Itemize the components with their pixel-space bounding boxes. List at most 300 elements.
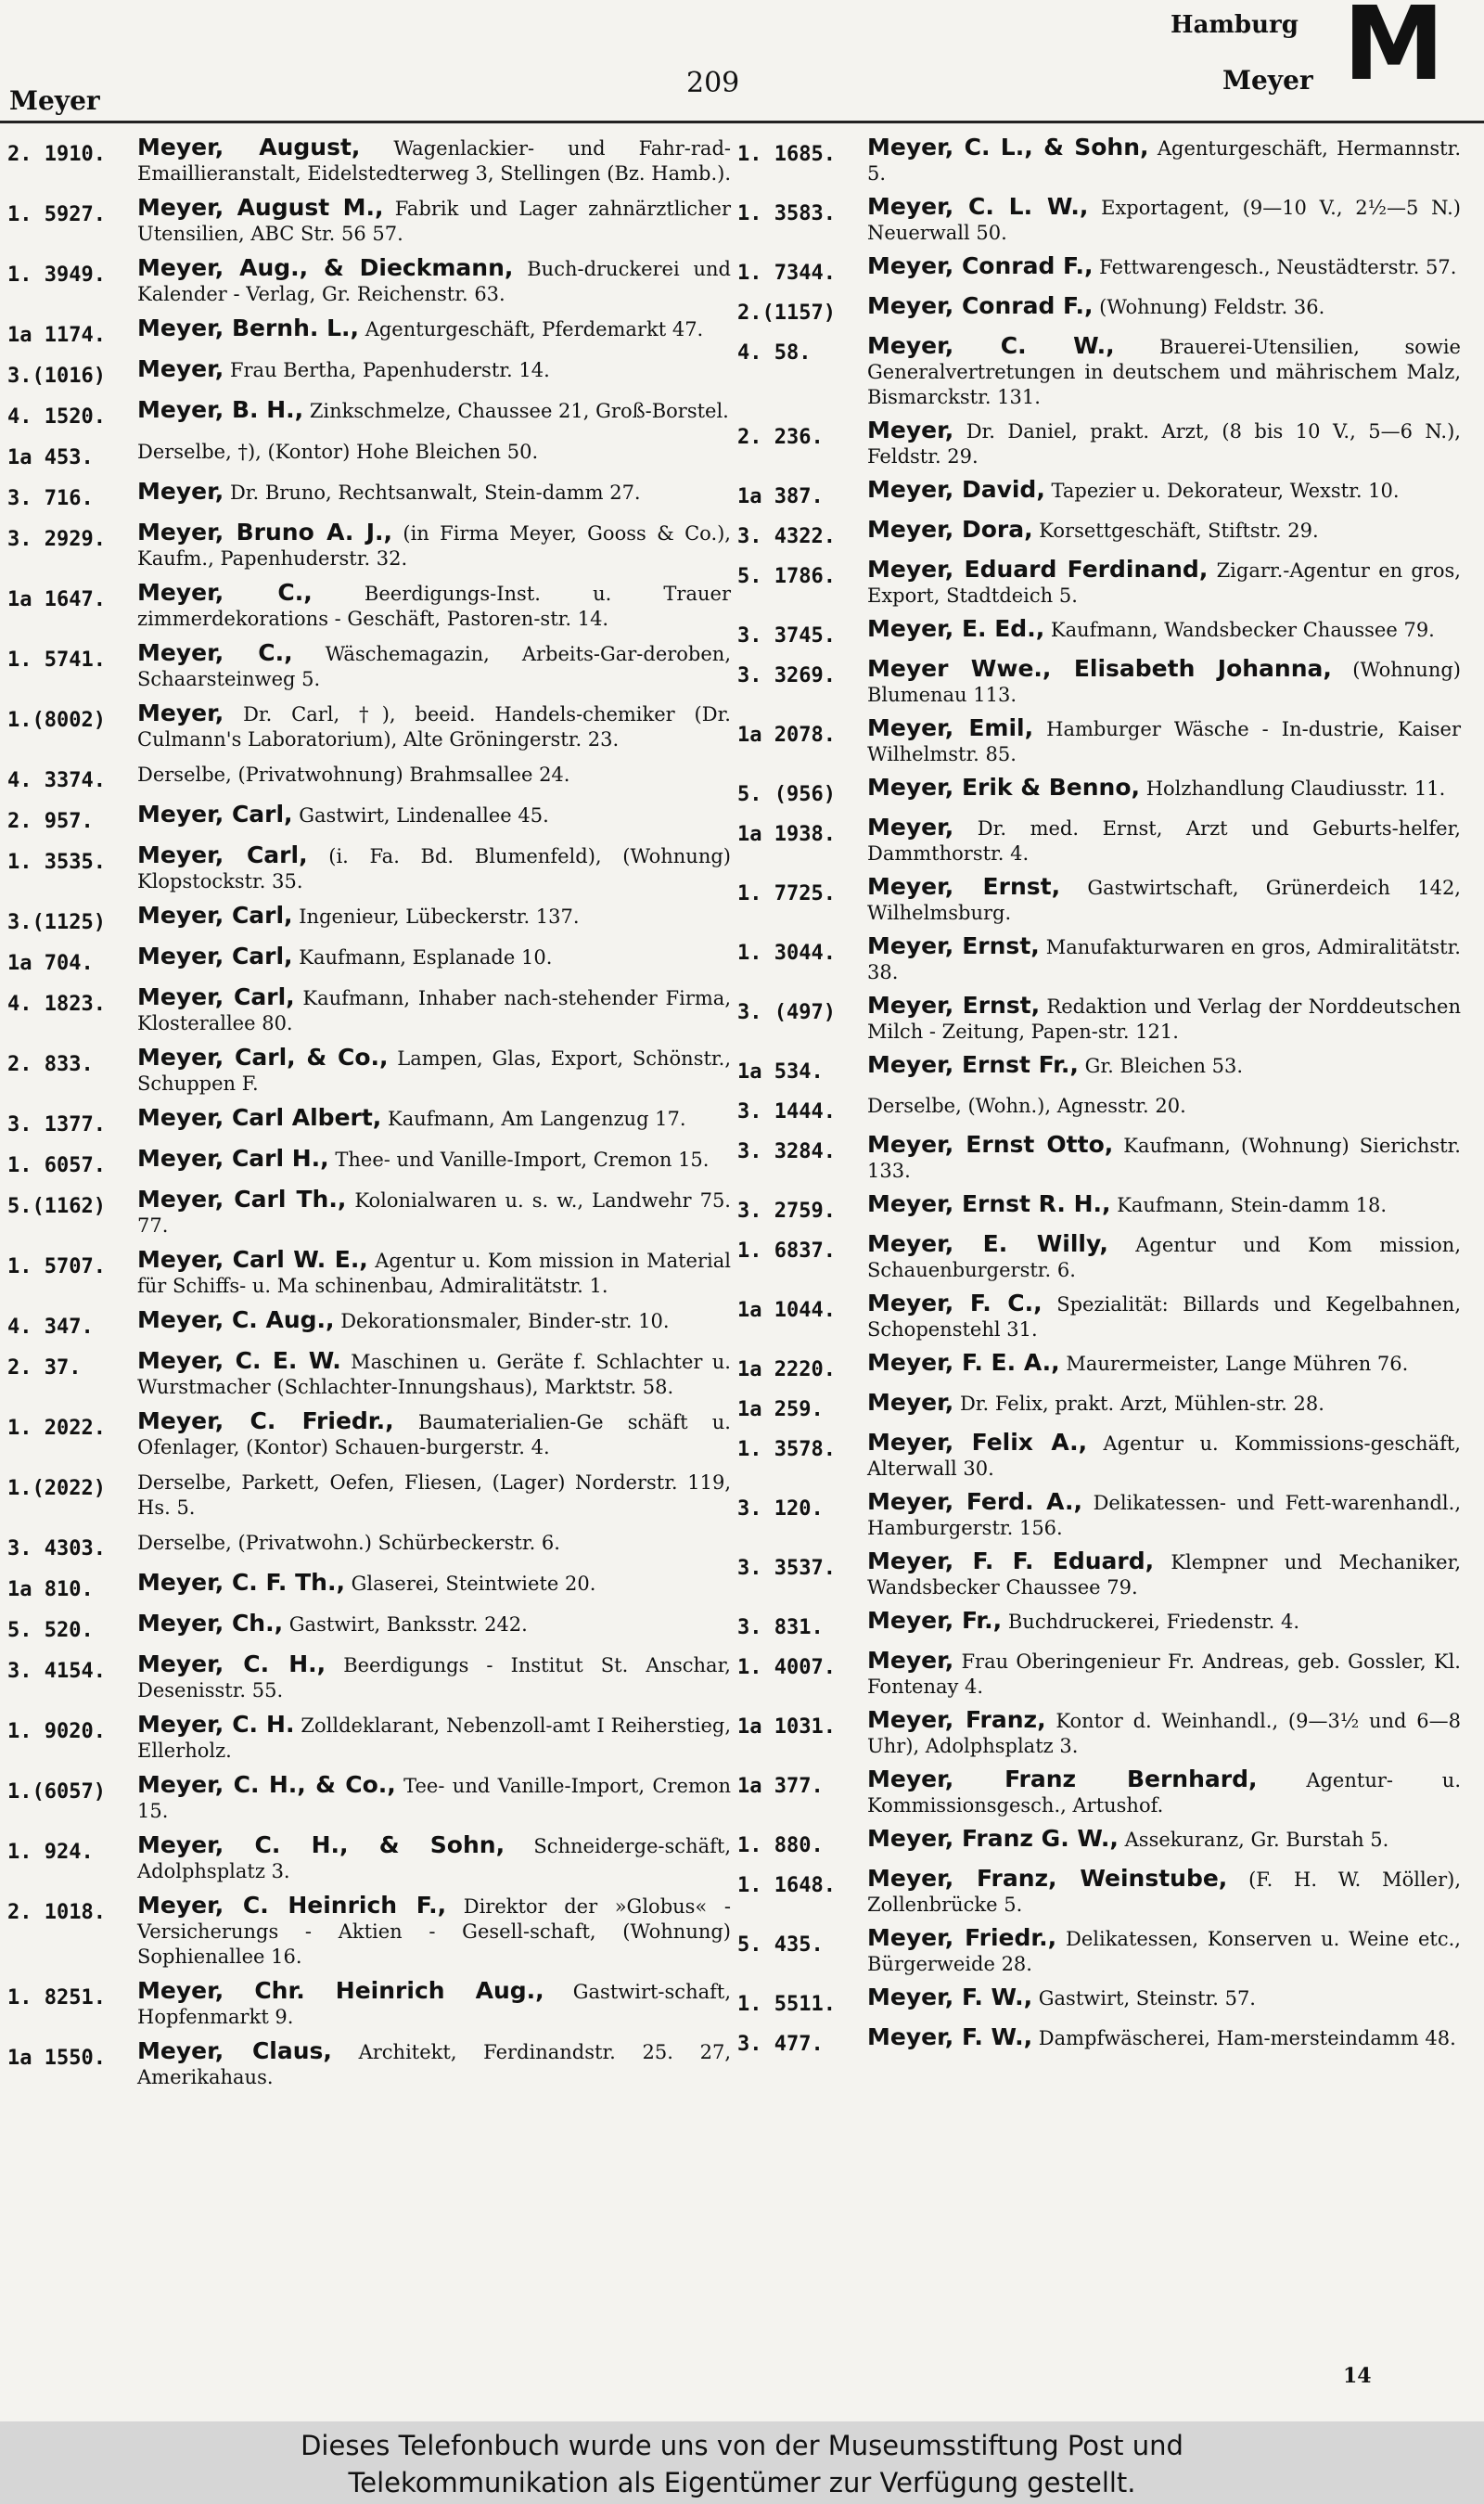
directory-entry	[737, 1826, 1461, 1858]
entry-text	[137, 1978, 731, 2030]
entry-details: Kaufmann, Esplanade 10.	[299, 946, 553, 969]
directory-entry	[7, 903, 731, 935]
entry-details: Architekt, Ferdinandstr. 25. 27, Amerikahaus.	[137, 2041, 731, 2088]
entry-phone-number: 1a 259.	[737, 1398, 824, 1421]
entry-text	[867, 1984, 1461, 2011]
entry-phone-number: 3. 716.	[7, 487, 94, 510]
entry-phone-number: 1. 3583.	[737, 202, 836, 225]
entry-details: Gastwirt, Banksstr. 242.	[288, 1613, 528, 1636]
entry-name: Meyer, C. W.,	[867, 332, 1115, 359]
directory-entry	[7, 315, 731, 348]
entry-text	[137, 135, 731, 186]
entry-name: Meyer, C.,	[137, 579, 313, 606]
entry-name: Meyer, C. L., & Sohn,	[867, 134, 1149, 161]
entry-details: Korsettgeschäft, Stiftstr. 29.	[1039, 520, 1319, 542]
entry-phone-number: 3. 2759.	[737, 1200, 836, 1223]
entry-phone-number: 1. 5741.	[7, 648, 106, 672]
directory-entry	[737, 517, 1461, 549]
entry-details: Agentur- u. Kommissionsgesch., Artushof.	[867, 1769, 1461, 1817]
entry-details: Agentur u. Kommissions-geschäft, Alterwall 30.	[867, 1432, 1461, 1480]
entry-phone-number: 3. 1444.	[737, 1100, 836, 1124]
entry-phone-number: 1a 387.	[737, 485, 824, 508]
entry-details: Fettwarengesch., Neustädterstr. 57.	[1099, 256, 1457, 278]
entry-details: Buch-druckerei und Kalender - Verlag, Gr. Reichenstr. 63.	[137, 258, 731, 305]
entry-text	[137, 1045, 731, 1097]
entry-details: Brauerei-Utensilien, sowie Generalvertretungen in deutschem und mährischem Malz, Bismarckstr. 131.	[867, 336, 1461, 408]
entry-details: Kaufmann, Stein-damm 18.	[1117, 1194, 1387, 1216]
entry-phone-number: 3. 2929.	[7, 528, 106, 551]
entry-details: Thee- und Vanille-Import, Cremon 15.	[335, 1149, 710, 1171]
left-column	[7, 135, 731, 2099]
entry-phone-number: 3. (497)	[737, 1001, 836, 1024]
entry-phone-number: 1a 1550.	[7, 2047, 106, 2070]
entry-text	[867, 1291, 1461, 1342]
entry-phone-number: 2. 37.	[7, 1356, 82, 1380]
entry-details: Dr. Carl, †), beeid. Handels-chemiker (Dr. Culmann's Laboratorium), Alte Gröningerstr. 23.	[137, 703, 731, 751]
entry-details: Delikatessen- und Fett-warenhandl., Hamburgerstr. 156.	[867, 1492, 1461, 1539]
entry-name: Meyer, Friedr.,	[867, 1924, 1057, 1951]
page-number: 209	[686, 67, 740, 99]
entry-text	[867, 1052, 1461, 1079]
entry-details: Gastwirt-schaft, Hopfenmarkt 9.	[137, 1981, 731, 2028]
directory-entry	[7, 944, 731, 976]
entry-text	[867, 815, 1461, 867]
entry-details: Glaserei, Steintwiete 20.	[351, 1573, 596, 1595]
entry-text	[867, 933, 1461, 985]
entry-text	[867, 656, 1461, 708]
entry-phone-number: 1. 8251.	[7, 1986, 106, 2010]
directory-entry	[737, 1707, 1461, 1759]
entry-phone-number: 5. 1786.	[737, 565, 836, 588]
entry-phone-number: 1a 534.	[737, 1060, 824, 1084]
entry-text	[137, 315, 731, 342]
directory-entry	[737, 1984, 1461, 2017]
entry-phone-number: 4. 3374.	[7, 769, 106, 792]
directory-entry	[737, 1350, 1461, 1382]
entry-details: Beerdigungs-Inst. u. Trauer zimmerdekorations - Geschäft, Pastoren-str. 14.	[137, 583, 731, 630]
entry-phone-number: 1. 6837.	[737, 1239, 836, 1263]
entry-details: Ingenieur, Lübeckerstr. 137.	[299, 905, 580, 928]
entry-phone-number: 1.(8002)	[7, 709, 106, 732]
entry-text	[137, 356, 731, 383]
entry-text	[867, 1430, 1461, 1482]
entry-details: Kontor d. Weinhandl., (9—3½ und 6—8 Uhr), Adolphsplatz 3.	[867, 1710, 1461, 1757]
entry-phone-number: 1. 5707.	[7, 1255, 106, 1278]
directory-entry	[737, 1608, 1461, 1640]
entry-phone-number: 1a 377.	[737, 1775, 824, 1798]
entry-name: Meyer, Carl,	[137, 841, 308, 868]
entry-phone-number: 1. 924.	[7, 1841, 94, 1864]
entry-text	[867, 557, 1461, 609]
entry-text	[867, 1132, 1461, 1184]
entry-name: Meyer, C. Aug.,	[137, 1306, 335, 1333]
entry-name: Meyer, Franz Bernhard,	[867, 1766, 1258, 1792]
entry-text	[137, 1348, 731, 1400]
directory-entry	[737, 2024, 1461, 2057]
directory-entry	[737, 874, 1461, 926]
entry-text	[867, 253, 1461, 280]
entry-details: Klempner und Mechaniker, Wandsbecker Chaussee 79.	[867, 1551, 1461, 1599]
entry-name: Meyer, C. H., & Sohn,	[137, 1831, 505, 1858]
directory-entry	[7, 397, 731, 430]
directory-entry	[7, 1045, 731, 1097]
entry-name: Meyer, Carl,	[137, 943, 293, 969]
entry-phone-number: 2. 236.	[737, 426, 824, 449]
entry-text	[867, 293, 1461, 320]
entry-details: Derselbe, †), (Kontor) Hohe Bleichen 50.	[137, 441, 539, 463]
entry-text	[137, 944, 731, 970]
entry-text	[137, 397, 731, 424]
directory-entry	[737, 1648, 1461, 1700]
entry-details: Maschinen u. Geräte f. Schlachter u. Wurstmacher (Schlachter-Innungshaus), Marktstr. 58.	[137, 1351, 731, 1398]
directory-entry	[7, 580, 731, 632]
entry-text	[867, 1925, 1461, 1977]
entry-name: Meyer, Eduard Ferdinand,	[867, 556, 1209, 583]
entry-name: Meyer, Carl Th.,	[137, 1186, 347, 1213]
entry-details: Spezialität: Billards und Kegelbahnen, Schopenstehl 31.	[867, 1293, 1461, 1341]
entry-text	[867, 1548, 1461, 1600]
running-head-city: Hamburg	[1171, 11, 1298, 39]
entry-details: Derselbe, Parkett, Oefen, Fliesen, (Lager) Norderstr. 119, Hs. 5.	[137, 1471, 731, 1519]
entry-phone-number: 1. 880.	[737, 1834, 824, 1857]
entry-text	[137, 479, 731, 506]
entry-phone-number: 5.(1162)	[7, 1195, 106, 1218]
entry-text	[867, 616, 1461, 643]
entry-details: Kaufmann, Am Langenzug 17.	[388, 1108, 686, 1130]
entry-phone-number: 1a 453.	[7, 446, 94, 469]
entry-details: Zinkschmelze, Chaussee 21, Groß-Borstel.	[309, 400, 729, 422]
directory-entry	[737, 715, 1461, 767]
entry-details: Agentur u. Kom mission in Material für Schiffs- u. Ma schinenbau, Admiralitätstr. 1.	[137, 1250, 731, 1297]
entry-text	[867, 1608, 1461, 1635]
entry-phone-number: 1. 3044.	[737, 942, 836, 965]
right-column	[737, 135, 1461, 2064]
entry-details: Direktor der »Globus« - Versicherungs - Aktien - Gesell-schaft, (Wohnung) Sophienallee 16.	[137, 1895, 731, 1968]
entry-details: Gastwirt, Lindenallee 45.	[299, 804, 549, 827]
footer-line-2: Telekommunikation als Eigentümer zur Verfügung gestellt.	[348, 2467, 1136, 2498]
entry-phone-number: 1. 2022.	[7, 1417, 106, 1440]
entry-details: Dr. Bruno, Rechtsanwalt, Stein-damm 27.	[229, 482, 641, 504]
entry-details: Wäschemagazin, Arbeits-Gar-deroben, Schaarsteinweg 5.	[137, 643, 731, 690]
entry-name: Meyer, Carl,	[137, 902, 293, 929]
entry-details: Assekuranz, Gr. Burstah 5.	[1124, 1829, 1389, 1851]
entry-name: Meyer, August,	[137, 134, 361, 161]
section-letter: M	[1343, 0, 1445, 103]
entry-name: Meyer, B. H.,	[137, 396, 304, 423]
entry-name: Meyer Wwe., Elisabeth Johanna,	[867, 655, 1332, 682]
entry-details: Dr. med. Ernst, Arzt und Geburts-helfer, Dammthorstr. 4.	[867, 817, 1461, 865]
entry-details: Dr. Daniel, prakt. Arzt, (8 bis 10 V., 5—6 N.), Feldstr. 29.	[867, 420, 1461, 468]
entry-name: Meyer, E. Willy,	[867, 1230, 1108, 1257]
entry-phone-number: 3.(1125)	[7, 911, 106, 934]
directory-entry	[737, 1489, 1461, 1541]
entry-name: Meyer, Franz G. W.,	[867, 1825, 1119, 1852]
entry-phone-number: 2. 833.	[7, 1053, 94, 1076]
entry-text	[867, 1231, 1461, 1283]
entry-details: Tapezier u. Dekorateur, Wexstr. 10.	[1051, 480, 1400, 502]
directory-entry	[7, 195, 731, 247]
entry-text	[137, 1570, 731, 1597]
entry-text	[867, 1766, 1461, 1818]
entry-name: Meyer, Ernst,	[867, 992, 1041, 1019]
entry-text	[137, 1307, 731, 1334]
entry-phone-number: 1a 704.	[7, 952, 94, 975]
entry-name: Meyer, Carl W. E.,	[137, 1246, 368, 1273]
entry-name: Meyer,	[867, 1389, 954, 1416]
entry-text	[867, 1489, 1461, 1541]
entry-text	[867, 1826, 1461, 1853]
entry-text	[137, 761, 731, 788]
entry-phone-number: 1. 1648.	[737, 1874, 836, 1897]
entry-name: Meyer, Ernst Otto,	[867, 1131, 1114, 1158]
entry-phone-number: 3. 3269.	[737, 664, 836, 687]
directory-entry	[737, 1052, 1461, 1085]
entry-phone-number: 1a 1031.	[737, 1715, 836, 1739]
entry-details: Schneiderge-schäft, Adolphsplatz 3.	[137, 1835, 731, 1882]
entry-phone-number: 2. 1018.	[7, 1901, 106, 1924]
directory-entry	[7, 1772, 731, 1824]
entry-name: Meyer, Fr.,	[867, 1607, 1003, 1634]
entry-name: Meyer, C. Heinrich F.,	[137, 1892, 447, 1919]
entry-name: Meyer, Ch.,	[137, 1610, 284, 1637]
entry-details: Gastwirtschaft, Grünerdeich 142, Wilhelmsburg.	[867, 877, 1461, 924]
directory-entry	[7, 520, 731, 571]
entry-name: Meyer, Ferd. A.,	[867, 1488, 1082, 1515]
entry-text	[137, 700, 731, 752]
entry-details: Dampfwäscherei, Ham-mersteindamm 48.	[1038, 2027, 1456, 2049]
entry-phone-number: 1a 1938.	[737, 823, 836, 846]
directory-entry	[737, 656, 1461, 708]
footer-line-1: Dieses Telefonbuch wurde uns von der Museumsstiftung Post und	[301, 2430, 1183, 2461]
entry-details: Dekorationsmaler, Binder-str. 10.	[340, 1310, 670, 1332]
entry-phone-number: 1a 2078.	[737, 724, 836, 747]
directory-entry	[7, 1146, 731, 1178]
entry-details: Gr. Bleichen 53.	[1084, 1055, 1244, 1077]
directory-entry	[737, 477, 1461, 509]
entry-phone-number: 4. 1823.	[7, 993, 106, 1016]
entry-details: Baumaterialien-Ge schäft u. Ofenlager, (Kontor) Schauen-burgerstr. 4.	[137, 1411, 731, 1458]
entry-text	[867, 775, 1461, 802]
directory-entry	[737, 1231, 1461, 1283]
entry-details: Derselbe, (Privatwohn.) Schürbeckerstr. 6.	[137, 1532, 560, 1554]
directory-entry	[737, 253, 1461, 286]
entry-text	[137, 1893, 731, 1970]
directory-entry	[737, 135, 1461, 186]
entry-phone-number: 1. 4007.	[737, 1656, 836, 1679]
entry-text	[137, 2038, 731, 2090]
directory-entry	[7, 1651, 731, 1703]
directory-entry	[7, 1712, 731, 1764]
entry-name: Meyer, Franz,	[867, 1706, 1046, 1733]
directory-entry	[737, 1766, 1461, 1818]
directory-entry	[7, 1348, 731, 1400]
entry-text	[867, 1350, 1461, 1377]
entry-name: Meyer,	[137, 355, 224, 382]
entry-text	[867, 993, 1461, 1045]
entry-text	[137, 1146, 731, 1173]
entry-details: Redaktion und Verlag der Norddeutschen Milch - Zeitung, Papen-str. 121.	[867, 995, 1461, 1043]
directory-entry	[737, 1925, 1461, 1977]
directory-entry	[7, 135, 731, 186]
directory-entry	[737, 993, 1461, 1045]
entry-text	[137, 984, 731, 1036]
directory-entry	[7, 1832, 731, 1884]
entry-details: Fabrik und Lager zahnärztlicher Utensilien, ABC Str. 56 57.	[137, 198, 731, 245]
entry-text	[867, 1092, 1461, 1119]
entry-phone-number: 3. 3284.	[737, 1140, 836, 1163]
entry-phone-number: 1a 1174.	[7, 324, 106, 347]
entry-name: Meyer, F. C.,	[867, 1290, 1043, 1316]
directory-entry	[737, 1132, 1461, 1184]
entry-details: Beerdigungs - Institut St. Anschar, Desenisstr. 55.	[137, 1654, 731, 1701]
entry-text	[137, 842, 731, 894]
directory-entry	[7, 1570, 731, 1602]
directory-entry	[7, 700, 731, 752]
entry-text	[137, 195, 731, 247]
entry-text	[867, 477, 1461, 504]
entry-phone-number: 1. 6057.	[7, 1154, 106, 1177]
entry-name: Meyer, Bernh. L.,	[137, 315, 360, 341]
entry-phone-number: 2. 1910.	[7, 143, 106, 166]
entry-phone-number: 3. 3537.	[737, 1557, 836, 1580]
entry-text	[137, 1651, 731, 1703]
directory-entry	[7, 2038, 731, 2090]
entry-phone-number: 3. 1377.	[7, 1113, 106, 1136]
entry-details: Holzhandlung Claudiusstr. 11.	[1145, 777, 1446, 800]
entry-text	[867, 1648, 1461, 1700]
directory-entry	[737, 1092, 1461, 1124]
entry-phone-number: 3. 831.	[737, 1616, 824, 1639]
entry-name: Meyer, Ernst,	[867, 873, 1061, 900]
entry-name: Meyer, E. Ed.,	[867, 615, 1045, 642]
entry-details: (Wohnung) Feldstr. 36.	[1099, 296, 1325, 318]
entry-text	[867, 135, 1461, 186]
directory-entry	[737, 815, 1461, 867]
entry-name: Meyer, Chr. Heinrich Aug.,	[137, 1977, 544, 2004]
directory-entry	[7, 1105, 731, 1137]
entry-name: Meyer,	[137, 700, 224, 726]
directory-entry	[7, 1978, 731, 2030]
entry-name: Meyer, August M.,	[137, 194, 384, 221]
entry-text	[137, 438, 731, 465]
entry-phone-number: 4. 58.	[737, 341, 812, 365]
entry-name: Meyer, F. F. Eduard,	[867, 1547, 1155, 1574]
entry-details: Kaufmann, Wandsbecker Chaussee 79.	[1050, 619, 1435, 641]
entry-phone-number: 1. 7344.	[737, 262, 836, 285]
entry-phone-number: 1. 5927.	[7, 203, 106, 226]
entry-details: Tee- und Vanille-Import, Cremon 15.	[137, 1775, 731, 1822]
entry-details: (Wohnung) Blumenau 113.	[867, 659, 1461, 706]
entry-name: Meyer, C. H.,	[137, 1650, 326, 1677]
entry-text	[137, 1772, 731, 1824]
entry-phone-number: 3. 3745.	[737, 624, 836, 648]
directory-entry	[737, 557, 1461, 609]
entry-text	[137, 640, 731, 692]
entry-details: Kaufmann, Inhaber nach-stehender Firma, Klosterallee 80.	[137, 987, 731, 1034]
entry-phone-number: 1a 810.	[7, 1578, 94, 1601]
entry-name: Meyer, David,	[867, 476, 1045, 503]
entry-text	[867, 194, 1461, 246]
entry-phone-number: 1. 3578.	[737, 1438, 836, 1461]
entry-phone-number: 4. 1520.	[7, 405, 106, 429]
entry-name: Meyer, Erik & Benno,	[867, 774, 1141, 801]
entry-name: Meyer, F. W.,	[867, 2023, 1033, 2050]
entry-text	[137, 520, 731, 571]
running-head-right: Meyer	[1222, 65, 1313, 96]
entry-details: Lampen, Glas, Export, Schönstr., Schuppen F.	[137, 1047, 731, 1095]
entry-text	[137, 580, 731, 632]
entry-details: Maurermeister, Lange Mühren 76.	[1066, 1353, 1409, 1375]
entry-details: Zolldeklarant, Nebenzoll-amt I Reiherstieg, Ellerholz.	[137, 1714, 731, 1762]
entry-name: Meyer, Franz, Weinstube,	[867, 1865, 1228, 1892]
entry-phone-number: 2. 957.	[7, 810, 94, 833]
entry-name: Meyer, Emil,	[867, 714, 1034, 741]
entry-name: Meyer, C. L. W.,	[867, 193, 1089, 220]
entry-phone-number: 1. 3949.	[7, 263, 106, 287]
sheet-number: 14	[1343, 2364, 1372, 2388]
directory-entry	[7, 1611, 731, 1643]
directory-entry	[7, 1529, 731, 1561]
running-head-left: Meyer	[9, 85, 100, 116]
directory-entry	[737, 194, 1461, 246]
entry-text	[137, 1247, 731, 1299]
entry-details: Agentur und Kom mission, Schauenburgerstr. 6.	[867, 1234, 1461, 1281]
directory-entry	[737, 775, 1461, 807]
entry-details: Dr. Felix, prakt. Arzt, Mühlen-str. 28.	[959, 1393, 1324, 1415]
entry-name: Meyer, Claus,	[137, 2037, 332, 2064]
entry-text	[137, 255, 731, 307]
entry-text	[867, 417, 1461, 469]
entry-name: Meyer, C. Friedr.,	[137, 1407, 394, 1434]
entry-details: Exportagent, (9—10 V., 2½—5 N.) Neuerwall 50.	[867, 197, 1461, 244]
entry-text	[867, 2024, 1461, 2051]
directory-entry	[737, 616, 1461, 648]
entry-name: Meyer, Carl,	[137, 983, 295, 1010]
entry-name: Meyer, Conrad F.,	[867, 292, 1094, 319]
entry-phone-number: 5. (956)	[737, 783, 836, 806]
entry-phone-number: 3. 4322.	[737, 525, 836, 548]
directory-entry	[737, 933, 1461, 985]
directory-entry	[7, 984, 731, 1036]
entry-details: Kaufmann, (Wohnung) Sierichstr. 133.	[867, 1135, 1461, 1182]
directory-entry	[7, 1893, 731, 1970]
directory-entry	[7, 1469, 731, 1521]
entry-details: Frau Bertha, Papenhuderstr. 14.	[229, 359, 550, 381]
entry-phone-number: 1a 1044.	[737, 1299, 836, 1322]
entry-name: Meyer, C. H.	[137, 1711, 295, 1738]
directory-entry	[7, 1307, 731, 1340]
entry-phone-number: 5. 435.	[737, 1933, 824, 1957]
entry-text	[137, 1611, 731, 1637]
entry-text	[867, 333, 1461, 410]
entry-phone-number: 3.(1016)	[7, 365, 106, 388]
entry-details: Gastwirt, Steinstr. 57.	[1038, 1987, 1256, 2010]
directory-entry	[7, 640, 731, 692]
entry-details: Manufakturwaren en gros, Admiralitätstr. 38.	[867, 936, 1461, 983]
entry-text	[137, 1832, 731, 1884]
entry-phone-number: 3. 477.	[737, 2033, 824, 2056]
directory-entry	[737, 1390, 1461, 1422]
directory-entry	[737, 417, 1461, 469]
entry-text	[137, 1187, 731, 1239]
entry-phone-number: 1. 5511.	[737, 1993, 836, 2016]
entry-name: Meyer, Ernst,	[867, 932, 1040, 959]
entry-name: Meyer, F. W.,	[867, 1984, 1033, 2010]
entry-name: Meyer, C. F. Th.,	[137, 1569, 345, 1596]
entry-name: Meyer, Aug., & Dieckmann,	[137, 254, 514, 281]
entry-text	[137, 903, 731, 930]
entry-name: Meyer, F. E. A.,	[867, 1349, 1060, 1376]
